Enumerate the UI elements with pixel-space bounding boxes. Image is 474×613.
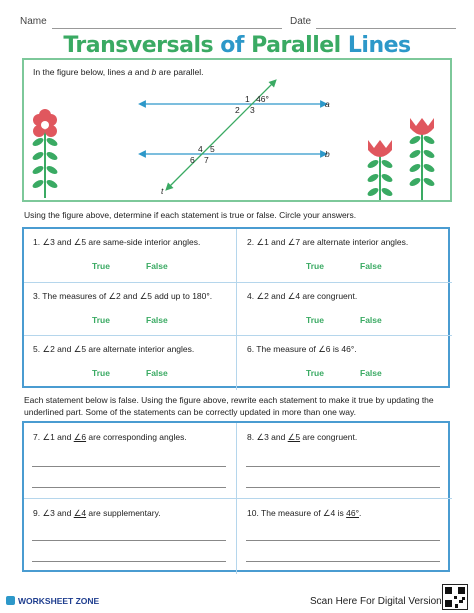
- true-false-grid: [22, 227, 450, 388]
- rw-statement: [247, 432, 357, 443]
- angle-7-label: 7: [204, 155, 209, 165]
- title-word-2: of: [220, 33, 244, 58]
- tf-true-option[interactable]: True: [92, 261, 110, 271]
- answer-line[interactable]: [32, 487, 226, 488]
- angle-2-label: 2: [235, 105, 240, 115]
- rw-item-9: [24, 499, 236, 575]
- flower-left-illustration: [31, 109, 58, 198]
- instructions-rewrite: Each statement below is false. Using the figure above, rewrite each statement to make it true by updating the underlined part. Some of the statements can be correctly updated in more than one way.: [24, 395, 434, 417]
- date-label: Date: [290, 16, 312, 27]
- line-t-label: t: [161, 186, 164, 196]
- logo-text: WORKSHEET ZONE: [18, 596, 100, 606]
- header-row: [0, 16, 474, 32]
- angle-46-label: 46°: [256, 94, 269, 104]
- tf-true-option[interactable]: True: [306, 368, 324, 378]
- rw-underlined: ∠4: [73, 508, 87, 518]
- rw-underlined: ∠6: [73, 432, 87, 442]
- rw-pre: 9. ∠3 and: [33, 508, 74, 518]
- rw-item-8: [238, 423, 450, 499]
- tf-statement: 1. ∠3 and ∠5 are same-side interior angles.: [33, 237, 201, 247]
- worksheet-zone-logo: [6, 596, 99, 606]
- title-word-3: Parallel: [251, 33, 341, 58]
- rw-pre: 8. ∠3 and: [247, 432, 288, 442]
- rw-statement: [33, 432, 187, 443]
- tf-statement: 4. ∠2 and ∠4 are congruent.: [247, 291, 358, 301]
- tf-true-option[interactable]: True: [306, 315, 324, 325]
- angle-6-label: 6: [190, 155, 195, 165]
- logo-mark-icon: [6, 596, 15, 605]
- angle-1-label: 1: [245, 94, 250, 104]
- tf-item-3: [24, 283, 236, 336]
- tf-false-option[interactable]: False: [146, 315, 168, 325]
- line-a-label: a: [325, 99, 330, 109]
- caption-line-b: b: [151, 67, 157, 77]
- tf-statement: 6. The measure of ∠6 is 46°.: [247, 344, 357, 354]
- tf-false-option[interactable]: False: [360, 261, 382, 271]
- tf-true-option[interactable]: True: [92, 368, 110, 378]
- tf-item-6: [238, 336, 450, 389]
- name-field-line[interactable]: [52, 28, 282, 29]
- answer-line[interactable]: [32, 540, 226, 541]
- tf-false-option[interactable]: False: [360, 315, 382, 325]
- tf-true-option[interactable]: True: [92, 315, 110, 325]
- answer-line[interactable]: [32, 466, 226, 467]
- tf-false-option[interactable]: False: [146, 261, 168, 271]
- angle-3-label: 3: [250, 105, 255, 115]
- rw-item-10: [238, 499, 450, 575]
- name-label: Name: [20, 16, 47, 27]
- rw-underlined: ∠5: [287, 432, 301, 442]
- tf-item-1: [24, 229, 236, 282]
- qr-code-icon[interactable]: [442, 584, 468, 610]
- date-field-line[interactable]: [316, 28, 456, 29]
- rw-post: are congruent.: [300, 432, 358, 442]
- tf-statement: 2. ∠1 and ∠7 are alternate interior angles.: [247, 237, 409, 247]
- answer-line[interactable]: [32, 561, 226, 562]
- tf-item-5: [24, 336, 236, 389]
- angle-4-label: 4: [198, 144, 203, 154]
- tf-statement: 3. The measures of ∠2 and ∠5 add up to 180°.: [33, 291, 213, 301]
- instructions-true-false: Using the figure above, determine if each statement is true or false. Circle your answers.: [24, 210, 357, 220]
- tf-statement: 5. ∠2 and ∠5 are alternate interior angles.: [33, 344, 195, 354]
- caption-pre: In the figure below, lines: [33, 67, 128, 77]
- rewrite-grid: [22, 421, 450, 572]
- tf-item-4: [238, 283, 450, 336]
- title-word-1: Transversals: [63, 33, 214, 58]
- answer-line[interactable]: [246, 487, 440, 488]
- caption-post: are parallel.: [156, 67, 204, 77]
- tf-item-2: [238, 229, 450, 282]
- flower-right-short-illustration: [366, 140, 393, 200]
- rw-pre: 7. ∠1 and: [33, 432, 74, 442]
- rw-statement: [247, 508, 361, 519]
- parallel-lines-diagram: [24, 60, 450, 200]
- answer-line[interactable]: [246, 561, 440, 562]
- title-word-4: Lines: [347, 33, 411, 58]
- page-title: [0, 33, 474, 58]
- rw-statement: [33, 508, 161, 519]
- answer-line[interactable]: [246, 466, 440, 467]
- flower-right-tall-illustration: [408, 118, 435, 200]
- rw-underlined: 46°: [346, 508, 359, 518]
- angle-5-label: 5: [210, 144, 215, 154]
- tf-false-option[interactable]: False: [360, 368, 382, 378]
- tf-true-option[interactable]: True: [306, 261, 324, 271]
- figure-box: [22, 58, 452, 202]
- tf-false-option[interactable]: False: [146, 368, 168, 378]
- answer-line[interactable]: [246, 540, 440, 541]
- rw-post: are corresponding angles.: [86, 432, 187, 442]
- rw-pre: 10. The measure of ∠4 is: [247, 508, 347, 518]
- line-b-label: b: [325, 149, 330, 159]
- caption-mid: and: [132, 67, 152, 77]
- scan-text: Scan Here For Digital Version: [310, 596, 442, 607]
- caption-line-a: a: [127, 67, 133, 77]
- grid-divider-vertical: [236, 229, 237, 390]
- rw-item-7: [24, 423, 236, 499]
- rw-post: .: [358, 508, 362, 518]
- rw-post: are supplementary.: [86, 508, 161, 518]
